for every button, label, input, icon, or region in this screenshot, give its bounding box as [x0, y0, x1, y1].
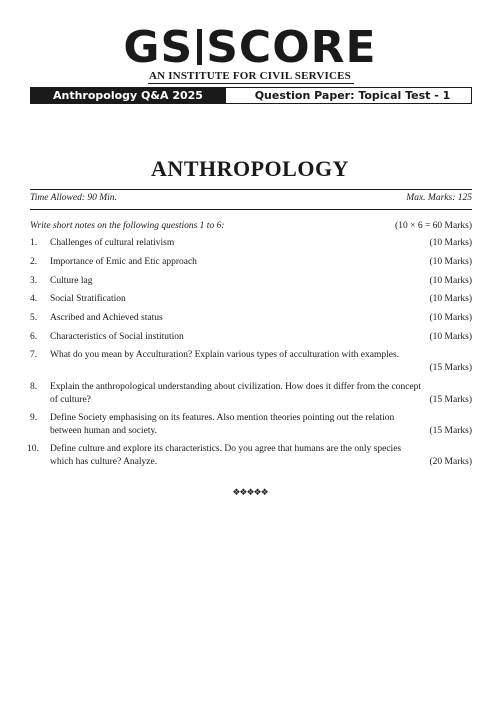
instruction-marks: (10 × 6 = 60 Marks): [395, 221, 472, 231]
question-item: [30, 349, 472, 375]
question-number: 10.: [27, 444, 39, 454]
question-text: Characteristics of Social institution: [50, 332, 184, 342]
logo-gs: GS: [123, 22, 194, 73]
question-text: Define culture and explore its characteristics. Do you agree that humans are the only species: [50, 444, 402, 454]
question-number: 2.: [30, 257, 38, 267]
question-text-continued: between human and society.: [50, 426, 158, 436]
question-number: 8.: [30, 382, 38, 392]
question-text: What do you mean by Acculturation? Explain various types of acculturation with examples.: [50, 350, 400, 360]
question-number: 9.: [30, 413, 38, 423]
question-number: 4.: [30, 294, 38, 304]
header-banner: [30, 87, 472, 104]
paper-title: ANTHROPOLOGY: [151, 156, 349, 181]
question-text-continued: which has culture? Analyze.: [50, 457, 158, 467]
question-item: [30, 381, 472, 407]
question-text: Importance of Emic and Etic approach: [50, 257, 197, 267]
instruction-row: [30, 221, 472, 231]
logo-score: SCORE: [206, 22, 377, 73]
logo-separator: [197, 29, 202, 65]
time-allowed: Time Allowed: 90 Min.: [30, 193, 117, 203]
question-marks: (20 Marks): [429, 457, 472, 467]
question-marks: (10 Marks): [429, 332, 472, 342]
instruction-text: Write short notes on the following questions 1 to 6:: [30, 221, 225, 231]
tagline-underline: [148, 83, 354, 84]
institute-tagline: AN INSTITUTE FOR CIVIL SERVICES: [148, 70, 352, 82]
top-rule: [30, 189, 472, 190]
max-marks: Max. Marks: 125: [406, 193, 472, 203]
question-item: [30, 412, 472, 438]
question-marks: (10 Marks): [429, 313, 472, 323]
bottom-rule: [30, 209, 472, 210]
question-marks: (15 Marks): [429, 426, 472, 436]
question-text: Define Society emphasising on its features. Also mention theories pointing out the relation: [50, 413, 395, 423]
paper-label: Question Paper: Topical Test - 1: [254, 89, 451, 102]
question-number: 5.: [30, 313, 38, 323]
question-marks: (15 Marks): [429, 395, 472, 405]
question-number: 7.: [30, 350, 38, 360]
question-text: Explain the anthropological understanding about civilization. How does it differ from the concept: [50, 382, 422, 392]
question-number: 3.: [30, 276, 38, 286]
end-ornament: ❖❖❖❖❖: [232, 488, 268, 498]
question-marks: (10 Marks): [429, 276, 472, 286]
meta-row: [30, 193, 472, 203]
question-number: 6.: [30, 332, 38, 342]
question-text-continued: of culture?: [50, 395, 91, 405]
question-text: Challenges of cultural relativism: [50, 238, 175, 248]
question-item: [27, 443, 472, 469]
question-marks: (10 Marks): [429, 257, 472, 267]
banner-divider: [226, 88, 234, 103]
question-marks: (10 Marks): [429, 294, 472, 304]
question-text: Culture lag: [50, 276, 93, 286]
question-marks: (10 Marks): [429, 238, 472, 248]
gs-score-logo: [0, 22, 500, 73]
series-label: Anthropology Q&A 2025: [31, 88, 226, 103]
question-marks: (15 Marks): [429, 363, 472, 373]
question-text: Ascribed and Achieved status: [50, 313, 163, 323]
question-text: Social Stratification: [50, 294, 126, 304]
question-number: 1.: [30, 238, 38, 248]
